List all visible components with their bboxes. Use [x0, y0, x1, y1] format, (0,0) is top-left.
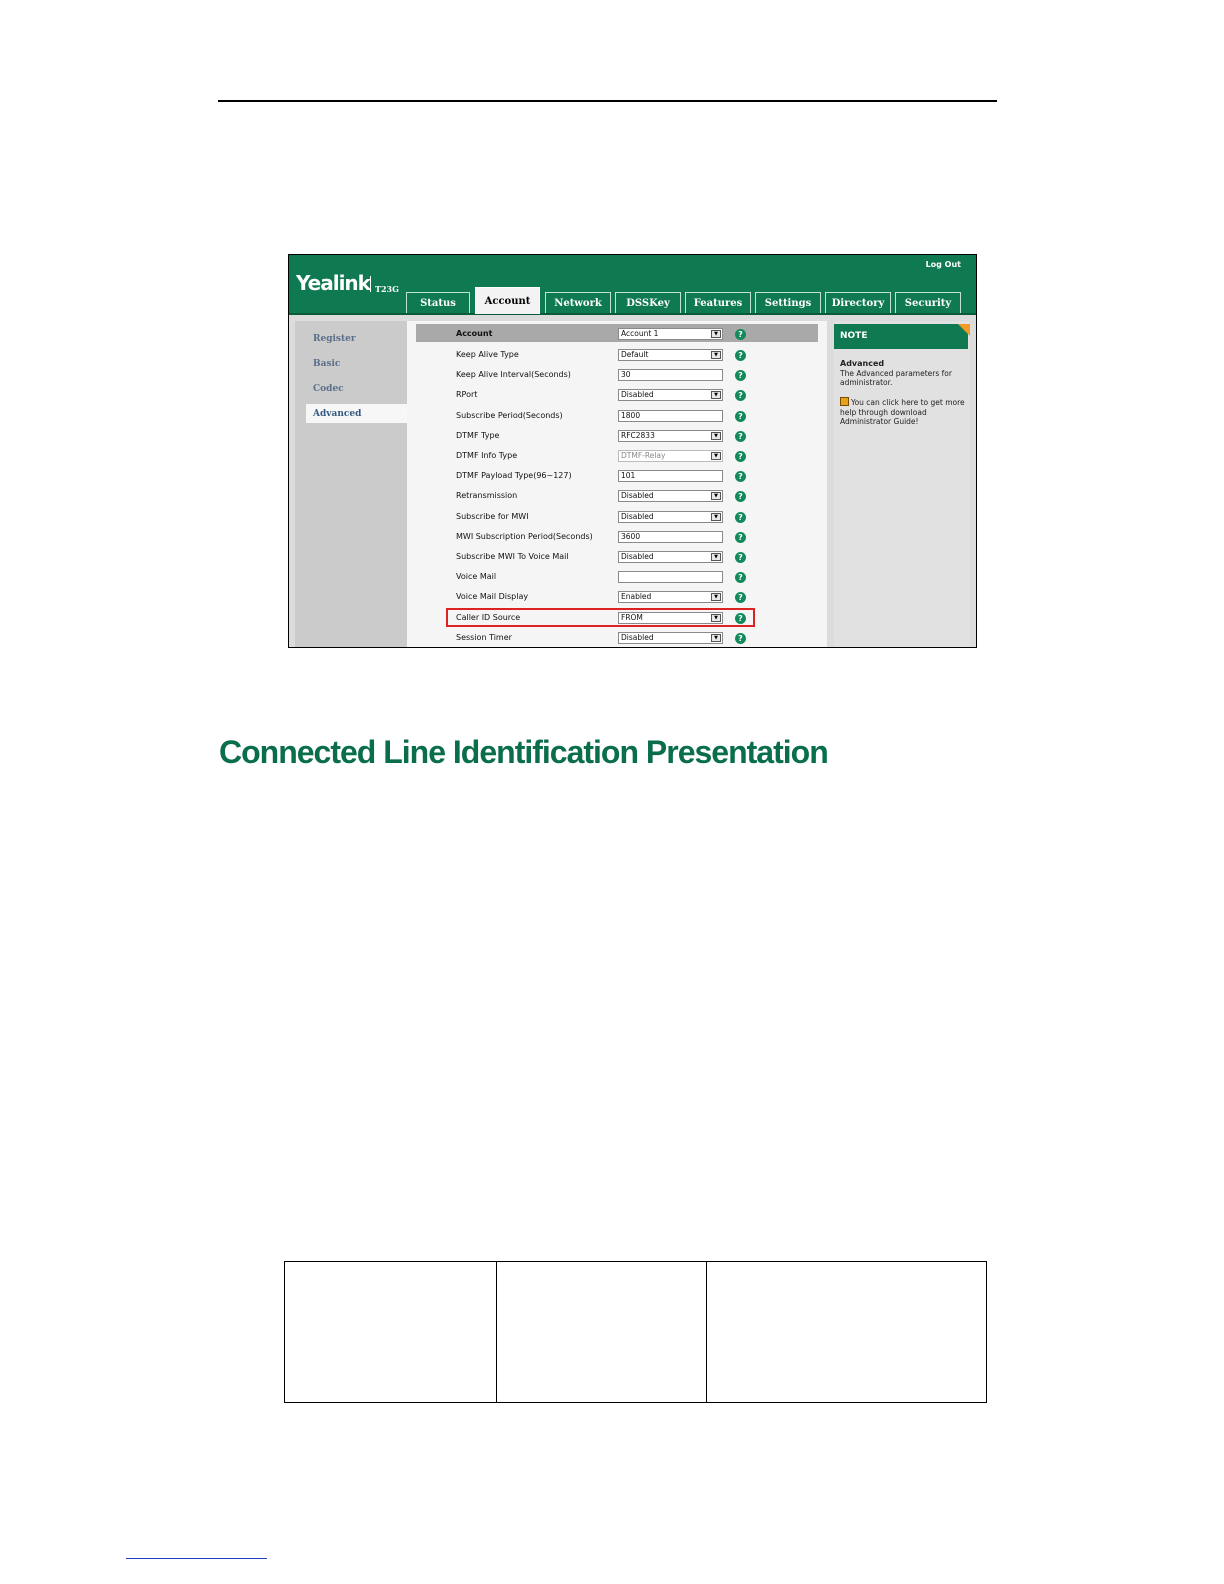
field-label: MWI Subscription Period(Seconds) [456, 531, 593, 541]
sidebar-item-register[interactable]: Register [313, 333, 356, 344]
logo-separator [370, 276, 371, 292]
tab-dsskey[interactable]: DSSKey [615, 292, 681, 313]
note-corner-icon [958, 324, 970, 336]
field-label: Subscribe MWI To Voice Mail [456, 552, 569, 561]
field-label: Caller ID Source [456, 612, 521, 622]
web-ui-screenshot [288, 254, 977, 648]
help-icon[interactable]: ? [735, 431, 746, 442]
field-label: Keep Alive Type [456, 350, 519, 359]
tab-status[interactable]: Status [406, 292, 470, 313]
tab-security[interactable]: Security [895, 292, 961, 313]
help-icon[interactable]: ? [735, 411, 746, 422]
select-input[interactable] [618, 632, 723, 644]
tab-network[interactable]: Network [545, 292, 611, 313]
select-input[interactable] [618, 591, 723, 603]
field-value: 101 [621, 471, 636, 481]
select-input[interactable] [618, 389, 723, 401]
chevron-down-icon: ▼ [711, 513, 721, 521]
field-value: Disabled [621, 511, 654, 521]
field-value: 1800 [621, 410, 641, 420]
chevron-down-icon: ▼ [711, 351, 721, 359]
field-label: Subscribe for MWI [456, 511, 529, 521]
field-label: Keep Alive Interval(Seconds) [456, 370, 571, 380]
table-cell [285, 1262, 497, 1403]
content-area [289, 317, 976, 648]
account-label: Account [456, 329, 493, 338]
field-label: DTMF Type [456, 430, 500, 440]
help-icon[interactable]: ? [735, 390, 746, 401]
field-label: DTMF Info Type [456, 451, 518, 460]
field-value: FROM [621, 612, 643, 622]
field-value: DTMF-Relay [621, 451, 666, 460]
top-banner [289, 255, 976, 315]
table-cell [707, 1262, 987, 1403]
note-title: NOTE [834, 324, 968, 349]
empty-table [284, 1261, 987, 1403]
chevron-down-icon: ▼ [711, 634, 721, 642]
chevron-down-icon: ▼ [711, 432, 721, 440]
text-input[interactable] [618, 470, 723, 482]
help-icon[interactable]: ? [735, 532, 746, 543]
field-value: 30 [621, 370, 631, 380]
field-label: RPort [456, 390, 478, 400]
chevron-down-icon: ▼ [711, 391, 721, 399]
chevron-down-icon: ▼ [711, 553, 721, 561]
book-icon [840, 397, 849, 406]
help-icon[interactable]: ? [735, 572, 746, 583]
field-label: Subscribe Period(Seconds) [456, 410, 563, 420]
text-input[interactable] [618, 531, 723, 543]
note-heading: Advanced [840, 359, 885, 368]
sidebar [295, 321, 407, 648]
help-icon[interactable]: ? [735, 491, 746, 502]
field-value: Disabled [621, 632, 654, 642]
tab-directory[interactable]: Directory [825, 292, 891, 313]
select-input[interactable] [618, 511, 723, 523]
note-panel [834, 321, 970, 648]
help-icon[interactable]: ? [735, 370, 746, 381]
field-label: DTMF Payload Type(96~127) [456, 471, 572, 481]
section-title: Connected Line Identification Presentation [219, 734, 828, 770]
chevron-down-icon: ▼ [711, 452, 721, 460]
logout-link[interactable]: Log Out [925, 260, 961, 269]
help-icon[interactable]: ? [735, 552, 746, 563]
field-label: Session Timer [456, 632, 512, 642]
sidebar-item-basic[interactable]: Basic [313, 358, 341, 369]
header-rule [218, 100, 997, 102]
note-body [840, 359, 966, 427]
chevron-down-icon: ▼ [711, 593, 721, 601]
chevron-down-icon: ▼ [711, 614, 721, 622]
select-input[interactable] [618, 551, 723, 563]
tab-settings[interactable]: Settings [755, 292, 821, 313]
text-input[interactable] [618, 369, 723, 381]
field-value: Enabled [621, 592, 652, 602]
field-value: Default [621, 350, 649, 359]
help-icon[interactable]: ? [735, 592, 746, 603]
select-input [618, 450, 723, 462]
help-icon[interactable]: ? [735, 350, 746, 361]
chevron-down-icon: ▼ [711, 492, 721, 500]
help-icon[interactable]: ? [735, 471, 746, 482]
field-label: Voice Mail Display [456, 592, 529, 602]
field-value: Disabled [621, 491, 654, 501]
help-icon[interactable]: ? [735, 613, 746, 624]
settings-form [407, 321, 827, 648]
highlight-box [446, 608, 755, 627]
text-input[interactable] [618, 571, 723, 583]
sidebar-item-codec[interactable]: Codec [313, 383, 344, 394]
field-label: Retransmission [456, 491, 518, 501]
account-select-value: Account 1 [621, 329, 659, 338]
note-help-link[interactable]: You can click here to get more help through download Administrator Guide! [840, 398, 965, 426]
select-input[interactable] [618, 349, 723, 361]
help-icon[interactable]: ? [735, 329, 746, 340]
field-label: Voice Mail [456, 572, 497, 582]
help-icon[interactable]: ? [735, 512, 746, 523]
footer-link-underline [126, 1558, 267, 1559]
yealink-logo: Yealink [296, 271, 370, 295]
account-select[interactable] [618, 328, 723, 340]
help-icon[interactable]: ? [735, 633, 746, 644]
text-input[interactable] [618, 410, 723, 422]
field-value: RFC2833 [621, 430, 655, 440]
table-cell [496, 1262, 707, 1403]
tab-features[interactable]: Features [685, 292, 751, 313]
select-input[interactable] [618, 430, 723, 442]
table-row [285, 1262, 987, 1403]
chevron-down-icon: ▼ [711, 330, 721, 338]
help-icon[interactable]: ? [735, 451, 746, 462]
model-label: T23G [375, 284, 399, 294]
field-value: Disabled [621, 552, 654, 561]
field-value: Disabled [621, 390, 654, 400]
note-text: The Advanced parameters for administrator. [840, 368, 952, 387]
tab-account[interactable]: Account [475, 287, 540, 314]
field-value: 3600 [621, 531, 641, 541]
select-input[interactable] [618, 490, 723, 502]
sidebar-item-advanced[interactable]: Advanced [306, 404, 408, 423]
